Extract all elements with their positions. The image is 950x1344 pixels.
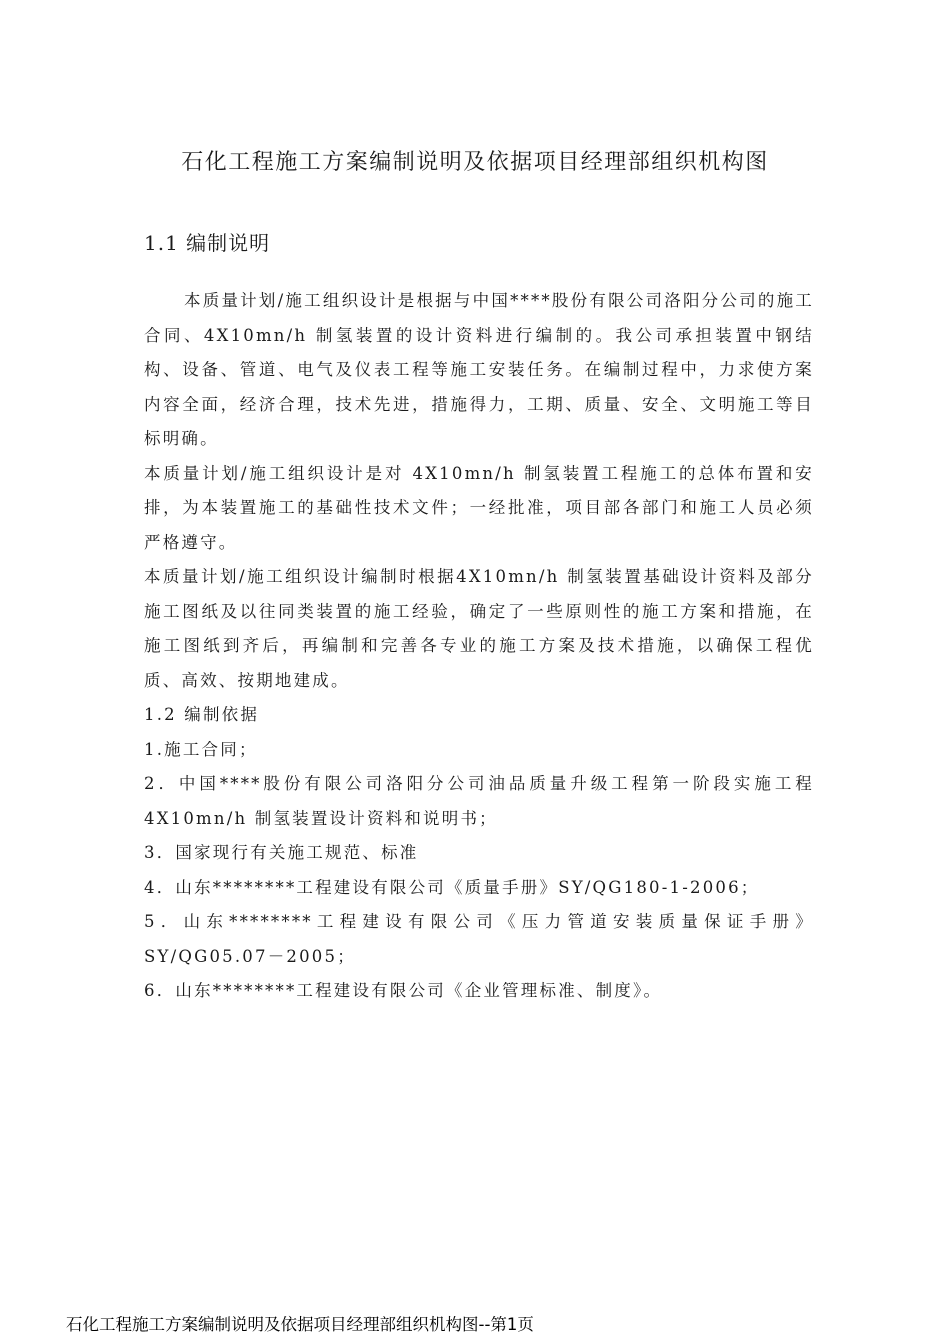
page-footer: 石化工程施工方案编制说明及依据项目经理部组织机构图--第1页 bbox=[66, 1315, 534, 1334]
basis-item-3: 3．国家现行有关施工规范、标准 bbox=[144, 843, 419, 862]
page-title: 石化工程施工方案编制说明及依据项目经理部组织机构图 bbox=[181, 150, 769, 175]
basis-item-4: 4．山东********工程建设有限公司《质量手册》SY/QG180-1-2006； bbox=[144, 877, 760, 897]
basis-item-5: 5．山东********工程建设有限公司《压力管道安装质量保证手册》SY/QG05.07－2005； bbox=[144, 912, 814, 966]
paragraph-3: 本质量计划/施工组织设计编制时根据4X10mn/h 制氢装置基础设计资料及部分施工图纸及以往同类装置的施工经验，确定了一些原则性的施工方案和措施，在施工图纸到齐后，再编制和完善各专业的施工方案及技术措施，以确保工程优质、高效、按期地建成。 bbox=[144, 567, 814, 690]
section-heading-1-1: 1.1 编制说明 bbox=[144, 231, 271, 255]
section-heading-1-2: 1.2 编制依据 bbox=[144, 705, 260, 724]
basis-item-6: 6．山东********工程建设有限公司《企业管理标准、制度》。 bbox=[144, 981, 663, 1000]
basis-item-1: 1.施工合同； bbox=[144, 739, 258, 759]
paragraph-1: 本质量计划/施工组织设计是根据与中国****股份有限公司洛阳分公司的施工合同、4X10mn/h 制氢装置的设计资料进行编制的。我公司承担装置中钢结构、设备、管道、电气及仪表工程等施工安装任务。在编制过程中，力求使方案内容全面，经济合理，技术先进，措施得力，工期、质量、安全、文明施工等目标明确。 bbox=[144, 291, 814, 448]
paragraph-2: 本质量计划/施工组织设计是对 4X10mn/h 制氢装置工程施工的总体布置和安排，为本装置施工的基础性技术文件；一经批准，项目部各部门和施工人员必须严格遵守。 bbox=[144, 463, 814, 552]
document-body bbox=[144, 284, 814, 1009]
basis-item-2: 2．中国****股份有限公司洛阳分公司油品质量升级工程第一阶段实施工程4X10mn/h 制氢装置设计资料和说明书； bbox=[144, 774, 814, 828]
